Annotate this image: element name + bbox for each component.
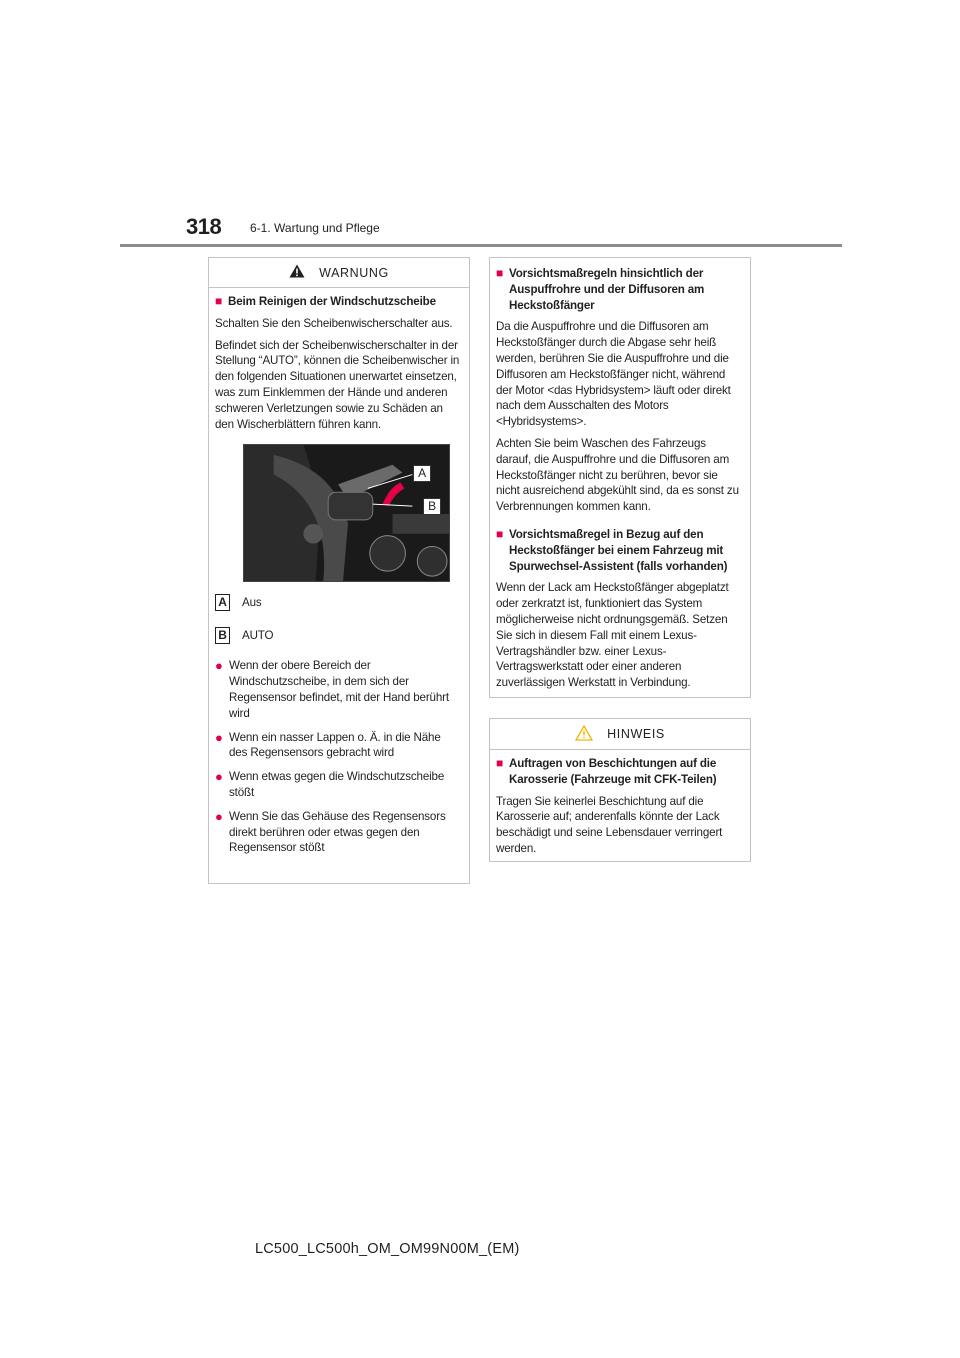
warning-subheading-text: Beim Reinigen der Windschutzscheibe	[228, 295, 436, 308]
note-box	[489, 718, 751, 862]
square-bullet-icon: ■	[496, 756, 504, 770]
list-item: ● Wenn der obere Bereich der Windschutzscheibe, in dem sich der Regensensor befindet, mit der Hand berührt wird	[215, 658, 449, 720]
legend-row-a	[215, 594, 461, 611]
legend-key-a: A	[215, 594, 230, 611]
note-para-1: Tragen Sie keinerlei Beschichtung auf die Karosserie auf; anderenfalls könnte der Lack beschädigt und seine Lebensdauer verringert werden.	[496, 794, 723, 855]
dot-bullet-icon: ●	[215, 769, 223, 785]
callout-a: A	[413, 465, 431, 482]
warning-box	[208, 257, 470, 884]
exhaust-para-2: Achten Sie beim Waschen des Fahrzeugs darauf, die Auspuffrohre und die Diffusoren am Heckstoßfänger nicht zu berühren, bevor sie nicht ausreichend abgekühlt sind, da es sonst zu Verbrennungen kommen kann.	[496, 436, 739, 514]
bumper-heading: ■ Vorsichtsmaßregel in Bezug auf den Heckstoßfänger bei einem Fahrzeug mit Spurwechsel-Assistent (falls vorhanden)	[496, 526, 728, 573]
callout-b: B	[423, 498, 441, 515]
page-number: 318	[186, 214, 222, 239]
caution-triangle-icon	[575, 725, 593, 744]
warning-continuation-box	[489, 257, 751, 698]
wiper-switch-photo	[243, 444, 450, 582]
warning-title: WARNUNG	[319, 265, 389, 280]
note-heading: ■ Auftragen von Beschichtungen auf die Karosserie (Fahrzeuge mit CFK-Teilen)	[496, 756, 717, 786]
warning-para-2: Befindet sich der Scheibenwischerschalter in der Stellung “AUTO”, können die Scheibenwischer in den folgenden Situationen unerwartet einsetzen, was zum Einklemmen der Hände und anderen schweren Verletzungen sowie zu Schäden an den Wischerblättern führen kann.	[215, 338, 460, 431]
warning-continuation-body	[490, 258, 750, 707]
note-title: HINWEIS	[607, 727, 665, 741]
legend-key-b: B	[215, 627, 230, 644]
exhaust-heading: ■ Vorsichtsmaßregeln hinsichtlich der Auspuffrohre und der Diffusoren am Heckstoßfänger	[496, 266, 705, 312]
exhaust-para-1: Da die Auspuffrohre und die Diffusoren am Heckstoßfänger durch die Abgase sehr heiß werden, berühren Sie die Auspuffrohre und die Diffusoren am Heckstoßfänger nicht, während der Motor <das Hybridsystem> läuft oder direkt nach dem Ausschalten des Motors <Hybridsystems>.	[496, 320, 731, 429]
warning-triangle-icon	[289, 264, 305, 281]
warning-box-body	[209, 288, 469, 866]
warning-box-header	[209, 258, 469, 288]
dot-bullet-icon: ●	[215, 658, 223, 674]
section-title: 6-1. Wartung und Pflege	[250, 221, 380, 235]
legend-text-b: AUTO	[242, 628, 274, 642]
square-bullet-icon: ■	[496, 266, 504, 280]
dot-bullet-icon: ●	[215, 729, 223, 745]
bumper-para-1: Wenn der Lack am Heckstoßfänger abgeplatzt oder zerkratzt ist, funktioniert das System möglicherweise nicht ordnungsgemäß. Setzen Sie sich in diesem Fall mit einem Lexus-Vertragshändler bzw. einer Lexus-Vertragswerkstatt oder einer anderen zuverlässigen Werkstatt in Verbindung.	[496, 581, 729, 690]
square-bullet-icon: ■	[496, 526, 504, 541]
square-bullet-icon: ■	[215, 294, 223, 308]
list-item: ● Wenn ein nasser Lappen o. Ä. in die Nähe des Regensensors gebracht wird	[215, 729, 441, 760]
legend-text-a: Aus	[242, 595, 262, 609]
dot-bullet-icon: ●	[215, 808, 223, 824]
document-code: LC500_LC500h_OM_OM99N00M_(EM)	[255, 1241, 520, 1257]
list-item: ● Wenn etwas gegen die Windschutzscheibe stößt	[215, 769, 445, 799]
note-box-body	[490, 750, 750, 873]
header-rule	[120, 244, 842, 247]
list-item: ● Wenn Sie das Gehäuse des Regensensors direkt berühren oder etwas gegen den Regensensor stößt	[215, 808, 446, 855]
warning-para-1: Schalten Sie den Scheibenwischerschalter aus.	[215, 316, 453, 330]
page-header	[0, 0, 960, 260]
warning-subheading	[215, 294, 461, 310]
note-box-header	[490, 719, 750, 750]
legend-row-b	[215, 627, 461, 644]
